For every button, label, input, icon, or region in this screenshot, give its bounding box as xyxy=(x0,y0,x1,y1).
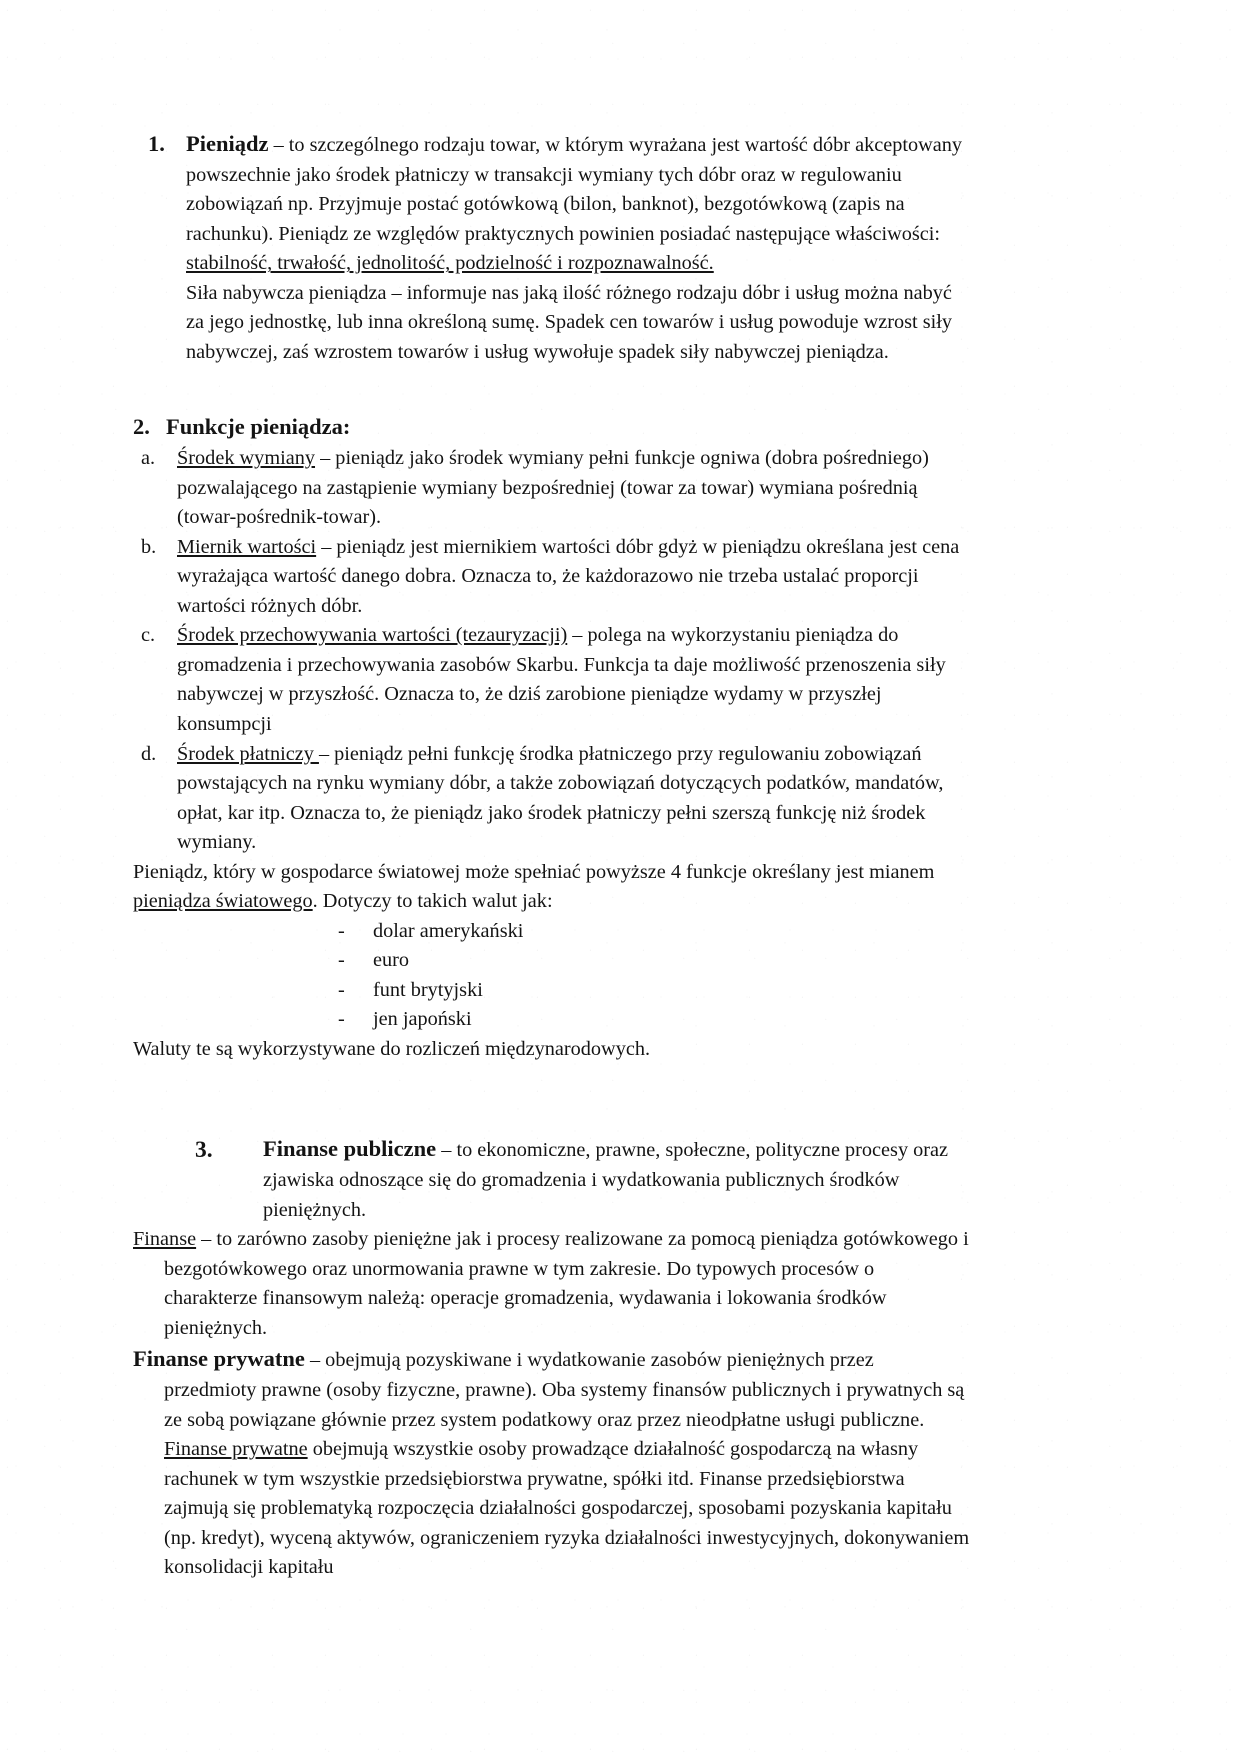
sila-nabywcza-body: – informuje nas jaką ilość różnego rodzaju dóbr i usług można nabyć za jego jednostkę, lub inna określoną sumę. Spadek cen towarów i usług powoduje wzrost siły nabywczej, zaś wzrostem towarów i usług wywołuje spadek siły nabywczej pieniądza. xyxy=(186,281,953,363)
section-3-term: Finanse publiczne xyxy=(263,1136,437,1162)
sila-nabywcza-term: Siła nabywcza pieniądza xyxy=(186,281,387,304)
list-item-body: – pieniądz pełni funkcję środka płatniczego przy regulowaniu zobowiązań powstających na rynku wymiany dóbr, a także zobowiązań dotyczących podatków, mandatów, opłat, kar itp. Oznacza to, że pieniądz jako środek płatniczy pełni szerszą funkcję niż środek wymiany. xyxy=(177,742,944,854)
sila-nabywcza-paragraph xyxy=(133,279,971,368)
list-item xyxy=(133,533,971,622)
finanse-term: Finanse xyxy=(133,1228,197,1251)
list-item-body: – pieniądz jako środek wymiany pełni funkcje ogniwa (dobra pośredniego) pozwalającego na zastąpienie wymiany bezpośredniej (towar za towar) wymiana pośrednią (towar-pośrednik-towar). xyxy=(177,447,929,529)
list-item-body: – pieniądz jest miernikiem wartości dóbr gdyż w pieniądzu określana jest cena wyrażająca wartość danego dobra. Oznacza to, że każdorazowo nie trzeba ustalać proporcji wartości różnych dóbr. xyxy=(177,535,960,617)
section-2-title: Funkcje pieniądza xyxy=(166,414,343,440)
list-item-marker: c. xyxy=(141,624,156,647)
currency-label: euro xyxy=(373,949,410,972)
currency-label: jen japoński xyxy=(373,1008,472,1031)
list-item xyxy=(133,946,971,976)
world-money-paragraph xyxy=(133,858,971,917)
section-2-title-colon: : xyxy=(342,414,351,440)
dash-bullet-icon: - xyxy=(338,949,345,972)
section-3-finanse-publiczne xyxy=(133,1133,971,1225)
list-item xyxy=(133,1005,971,1035)
section-1-number: 1. xyxy=(148,131,165,156)
world-money-term-underlined: pieniądza światowego xyxy=(133,890,313,913)
list-item-term: Środek wymiany xyxy=(177,447,316,470)
dash-bullet-icon: - xyxy=(338,1008,345,1031)
section-2-number: 2. xyxy=(133,414,150,440)
finanse-body: – to zarówno zasoby pieniężne jak i procesy realizowane za pomocą pieniądza gotówkowego i bezgotówkowego oraz unormowania prawne w tym zakresie. Do typowych procesów o charakterze finansowym należą: operacje gromadzenia, wydawania i lokowania środków pieniężnych. xyxy=(164,1228,969,1339)
currency-label: funt brytyjski xyxy=(373,978,483,1001)
finanse-prywatne-term-underlined: Finanse prywatne xyxy=(164,1438,308,1461)
list-item-marker: d. xyxy=(141,742,157,765)
finanse-prywatne-body-2: obejmują wszystkie osoby prowadzące działalność gospodarczą na własny rachunek w tym wszystkie przedsiębiorstwa prywatne, spółki itd. Finanse przedsiębiorstwa zajmują się problematyką rozpoczęcia działalności gospodarczej, sposobami pozyskania kapitału (np. kredyt), wyceną aktywów, ograniczeniem ryzyka działalności inwestycyjnych, dokonywaniem konsolidacji kapitału xyxy=(164,1438,970,1579)
currency-list xyxy=(133,917,971,1035)
list-item-term: Środek przechowywania wartości (tezauryzacji) xyxy=(177,624,568,647)
currency-closing-line: Waluty te są wykorzystywane do rozliczeń międzynarodowych. xyxy=(133,1037,651,1060)
finanse-prywatne-term: Finanse prywatne xyxy=(133,1346,305,1372)
finanse-prywatne-body-1: – obejmują pozyskiwane i wydatkowanie zasobów pieniężnych przez przedmioty prawne (osoby fizyczne, prawne). Oba systemy finansów publicznych i prywatnych są ze sobą powiązane głównie przez system podatkowy oraz przez nieodpłatne usługi publiczne. xyxy=(164,1349,965,1431)
dash-bullet-icon: - xyxy=(338,978,345,1001)
list-item-term: Środek płatniczy xyxy=(177,742,319,765)
list-item-body: – polega na wykorzystaniu pieniądza do gromadzenia i przechowywania zasobów Skarbu. Funkcja ta daje możliwość przenoszenia siły nabywczej w przyszłość. Oznacza to, że dziś zarobione pieniądze wydamy w przyszłej konsumpcji xyxy=(177,624,946,735)
list-item xyxy=(133,740,971,858)
section-1-properties-underlined: stabilność, trwałość, jednolitość, podzielność i rozpoznawalność. xyxy=(186,252,714,275)
list-item-term: Miernik wartości xyxy=(177,535,317,558)
document-body xyxy=(133,128,971,1583)
section-1-body: – to szczególnego rodzaju towar, w którym wyrażana jest wartość dóbr akceptowany powszechnie jako środek płatniczy w transakcji wymiany tych dóbr oraz w regulowaniu zobowiązań np. Przyjmuje postać gotówkową (bilon, banknot), bezgotówkową (zapis na rachunku). Pieniądz ze względów praktycznych powinien posiadać następujące właściwości: xyxy=(186,134,963,245)
world-money-text-2: . Dotyczy to takich walut jak: xyxy=(312,890,553,913)
section-2-heading xyxy=(133,411,971,444)
finanse-prywatne-paragraph xyxy=(133,1343,971,1582)
list-item xyxy=(133,621,971,739)
section-1-term: Pieniądz xyxy=(186,131,269,156)
list-item xyxy=(133,976,971,1006)
list-item-marker: a. xyxy=(141,447,156,470)
list-item-marker: b. xyxy=(141,535,157,558)
section-3-body: – to ekonomiczne, prawne, społeczne, polityczne procesy oraz zjawiska odnoszące się do gromadzenia i wydatkowania publicznych środków pieniężnych. xyxy=(263,1139,949,1221)
section-3-number: 3. xyxy=(195,1137,213,1164)
dash-bullet-icon: - xyxy=(338,919,345,942)
list-item xyxy=(133,917,971,947)
list-item xyxy=(133,444,971,533)
section-1-pieniadz xyxy=(133,128,971,279)
currency-label: dolar amerykański xyxy=(373,919,524,942)
world-money-text-1: Pieniądz, który w gospodarce światowej może spełniać powyższe 4 funkcje określany jest mianem xyxy=(133,860,935,883)
finanse-paragraph xyxy=(133,1225,971,1343)
